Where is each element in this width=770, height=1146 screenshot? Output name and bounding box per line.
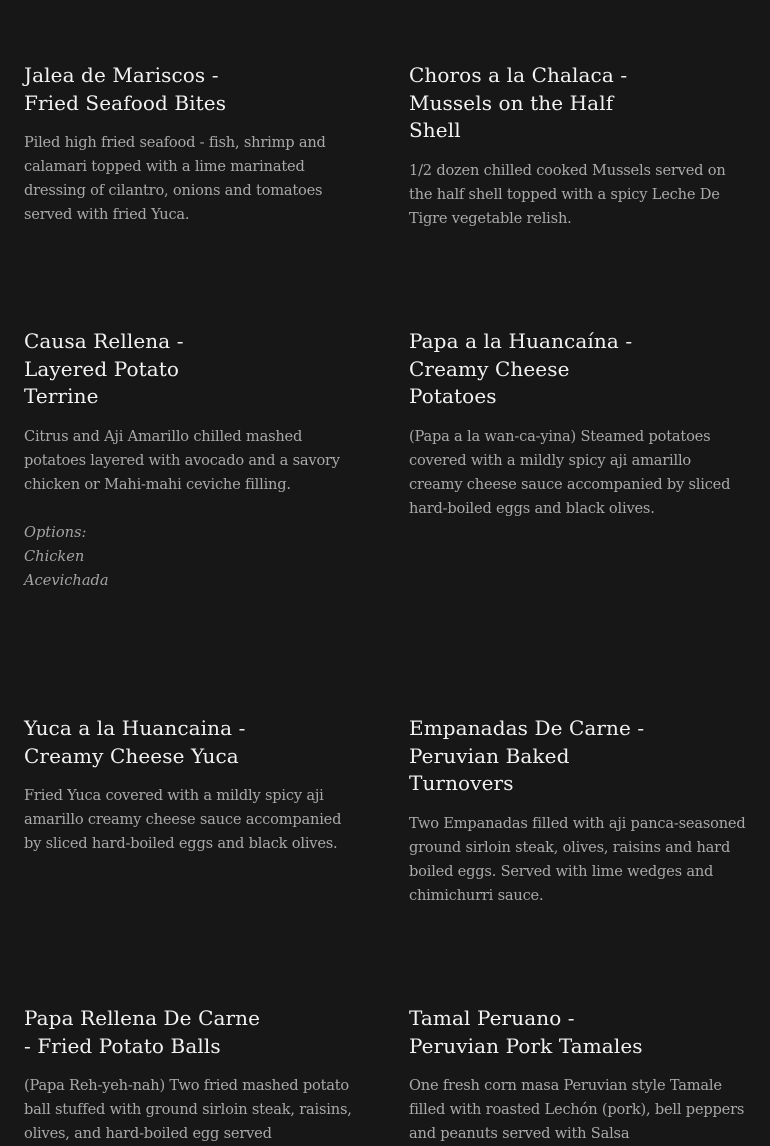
menu-item-options <box>24 521 362 593</box>
menu-item-empanadas-de-carne <box>409 715 747 908</box>
title-line: Potatoes <box>409 384 497 408</box>
title-line: Choros a la Chalaca - <box>409 63 628 87</box>
menu-item-papa-rellena-de-carne <box>24 1005 362 1146</box>
menu-item-title <box>409 62 659 145</box>
menu-item-yuca-a-la-huancaina <box>24 715 362 856</box>
title-line: - Fried Potato Balls <box>24 1033 221 1058</box>
menu-item-description: (Papa Reh-yeh-nah) Two fried mashed potato ball stuffed with ground sirloin steak, raisins, olives, and hard-boiled egg served <box>24 1077 352 1142</box>
title-line: Empanadas De Carne - <box>409 716 645 740</box>
menu-item-description: (Papa a la wan-ca-yina) Steamed potatoes covered with a mildly spicy aji amarillo creamy cheese sauce accompanied by sliced hard-boiled eggs and black olives. <box>409 427 731 517</box>
menu-item-title <box>409 328 659 411</box>
title-line: Creamy Cheese <box>409 356 570 381</box>
title-line: Mussels on the Half <box>409 90 614 115</box>
menu-item-description: One fresh corn masa Peruvian style Tamale filled with roasted Lechón (pork), bell peppers and peanuts served with Salsa <box>409 1077 745 1142</box>
title-line: Jalea de Mariscos - <box>24 63 219 87</box>
title-line: Layered Potato <box>24 356 180 381</box>
title-line: Creamy Cheese Yuca <box>24 743 239 768</box>
menu-item-description: Fried Yuca covered with a mildly spicy aji amarillo creamy cheese sauce accompanied by sliced hard-boiled eggs and black olives. <box>24 787 342 852</box>
title-line: Turnovers <box>409 771 514 795</box>
option-item: Acevichada <box>24 571 109 589</box>
menu-item-description: 1/2 dozen chilled cooked Mussels served on the half shell topped with a spicy Leche De Tigre vegetable relish. <box>409 161 726 227</box>
menu-item-title <box>24 1005 274 1060</box>
menu-item-title <box>24 715 274 770</box>
title-line: Peruvian Baked <box>409 743 570 768</box>
menu-item-title <box>24 62 274 117</box>
menu-item-papa-a-la-huancaina <box>409 328 747 521</box>
menu-item-title <box>24 328 274 411</box>
menu-item-tamal-peruano <box>409 1005 747 1146</box>
menu-item-causa-rellena <box>24 328 362 593</box>
menu-item-choros-a-la-chalaca <box>409 62 747 231</box>
option-item: Chicken <box>24 547 85 565</box>
options-label: Options: <box>24 523 87 541</box>
menu-item-title <box>409 715 659 798</box>
title-line: Fried Seafood Bites <box>24 90 227 115</box>
title-line: Yuca a la Huancaina - <box>24 716 246 740</box>
menu-item-description: Two Empanadas filled with aji panca-seasoned ground sirloin steak, olives, raisins and hard boiled eggs. Served with lime wedges and chimichurri sauce. <box>409 814 746 904</box>
menu-item-description: Piled high fried seafood - fish, shrimp and calamari topped with a lime marinated dressing of cilantro, onions and tomatoes served with fried Yuca. <box>24 134 326 223</box>
title-line: Papa Rellena De Carne <box>24 1006 261 1030</box>
title-line: Shell <box>409 118 461 142</box>
menu-item-title <box>409 1005 659 1060</box>
title-line: Causa Rellena - <box>24 329 184 353</box>
title-line: Tamal Peruano - <box>409 1006 575 1030</box>
title-line: Papa a la Huancaína - <box>409 329 633 353</box>
menu-item-description: Citrus and Aji Amarillo chilled mashed potatoes layered with avocado and a savory chicken or Mahi-mahi ceviche filling. <box>24 427 340 493</box>
menu-item-jalea-de-mariscos <box>24 62 362 227</box>
title-line: Terrine <box>24 384 99 408</box>
title-line: Peruvian Pork Tamales <box>409 1033 643 1058</box>
